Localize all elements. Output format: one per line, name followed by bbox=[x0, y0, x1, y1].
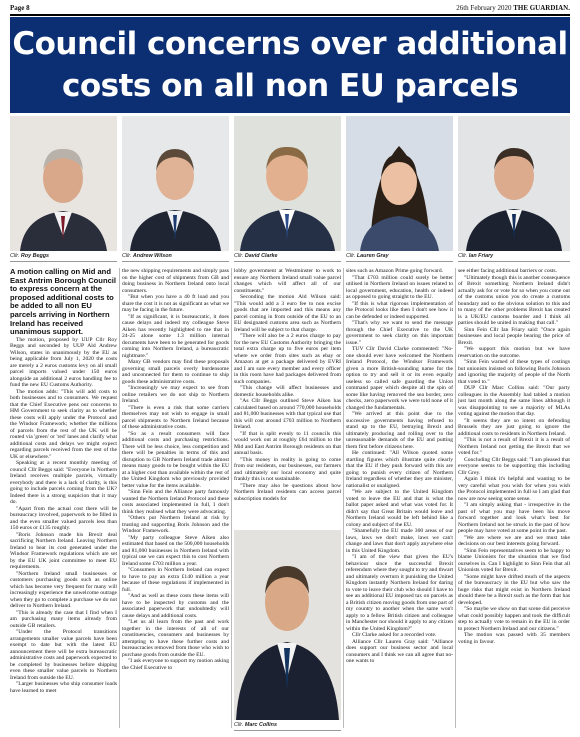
article-paragraph: "Northern Ireland small businesses or customers purchasing goods such as online which has become very frequent for many will increasingly experience the unwelcome outrage when they go to complete a purchase we do not deliver to Northern Ireland. bbox=[10, 570, 117, 610]
column-4-body bbox=[346, 268, 453, 665]
article-paragraph: Speaking at a recent monthly meeting of council Cllr Beggs said: "Everyone in Northern Ireland receives multiple parcels, virtually everybody and there is a lack of clarity, is this going to include parcels coming from the UK? Indeed there is a strong suspicion that it may do. bbox=[10, 460, 117, 506]
article-paragraph: "Sinn Fein representatives seem to be happy to blame Unionists for the situation that we find ourselves in. Can I highlight to Sinn Fein that all Unionists voted for Brexit. bbox=[458, 547, 570, 573]
photo-david-clarke bbox=[234, 116, 341, 251]
article-paragraph: "Consumers in Northern Ireland can expect to have to pay an extra £140 million a year because of these regulations if implemented in full. bbox=[122, 567, 229, 593]
article-paragraph: He continued: "All Wilson quoted some startling figures which illustrate quite clearly that the EU if they push forward with this are going to punish every citizen of Northern Ireland regardless of whether they are minister, nationalist or unaligned. bbox=[346, 450, 453, 489]
article-paragraph: Many GB vendors may find these proposals governing small parcels overly burdensome and unconnected for them to continue to ship goods these administrative costs. bbox=[122, 359, 229, 385]
article-paragraph: "But when you have a 40 ft load and you share the cost it is not as significant as what we may be facing in the future. bbox=[122, 294, 229, 313]
article-paragraph: Concluding Cllr Beggs said: "I am pleased that everyone seems to be supporting this including Cllr Grey. bbox=[458, 456, 570, 476]
portrait-image bbox=[234, 530, 341, 720]
article-paragraph: The motion was passed with 35 members voting in favour. bbox=[458, 632, 570, 645]
header-rule bbox=[10, 14, 570, 16]
article-paragraph: "Shamefully the EU made 300 areas of our laws, laws we don't make, laws we can't change and laws that don't apply anywhere else in this United Kingdom. bbox=[346, 528, 453, 554]
article-column-1 bbox=[10, 268, 117, 728]
article-paragraph: "We support this motion but we have reservation on the outcome. bbox=[458, 346, 570, 359]
photo-roy-beggs bbox=[10, 116, 117, 251]
article-paragraph: "I ask everyone to support my motion asking the Chief Executive to bbox=[122, 658, 229, 671]
portrait-image bbox=[458, 116, 570, 251]
article-paragraph: "My party colleague Steve Aiken also estimated that based on the 500,000 households and 81,000 businesses in Northern Ireland with typical use we can expect this to cost Northern Ireland some £703 million a year. bbox=[122, 534, 229, 567]
article-paragraph: "We are where we are and we must take decisions on our best interests going forward. bbox=[458, 534, 570, 547]
article-paragraph: Sinn Fein Cllr Ian Friary said: "Once again businesses and local people bearing the price of Brexit. bbox=[458, 326, 570, 346]
article-column-5 bbox=[458, 268, 570, 728]
article-column-4 bbox=[346, 268, 453, 728]
article-paragraph: "This change will affect businesses and domestic households alike. bbox=[234, 385, 341, 398]
caption-ian-friary: Cllr. Ian Friary bbox=[458, 253, 570, 262]
portrait-image bbox=[122, 116, 229, 251]
article-paragraph: "Ultimately though this is another consequence of Brexit something Northern Ireland didn't actually ask for or vote for so when you come out of the customs union you do create a customs boundary and so the obvious solution to this and to many of the other problems Brexit has created is a UK/EU customs boarder and I think all parties should be united in making that call." bbox=[458, 274, 570, 326]
article-paragraph: Cllr Clarke asked for a recorded vote. bbox=[352, 632, 437, 638]
dateline bbox=[456, 4, 570, 12]
photo-ian-friary bbox=[458, 116, 570, 251]
article-column-2 bbox=[122, 268, 229, 728]
article-paragraph: The motion, proposed by UUP Cllr Roy Beggs and seconded by UUP Ald Andrew Wilson, states in unanimously by the EU as being applicable from July 1, 2020 the costs are merely a 2 euros customs levy on all small parcel imports valued under 150 euros alongside an additional 2 euros handling fee to fund the new EU Customs Authority. bbox=[10, 336, 117, 389]
article-paragraph: "We are subject to the United Kingdom voted to leave the EU and that is what the ballot paper asked and what was voted for. It didn't say that Great Britain would leave and Northern Ireland would be left behind like a colony and subject of the EU. bbox=[346, 489, 453, 528]
article-paragraph: TUV Cllr David Clarke commented: "No-one should ever have welcomed the Northern Ireland Protocol, the Windsor Framework given a more British-sounding name for the option to try and sell it or its even equally useless so called safe guarding the Union command paper which despite all the spin of some like having removed the sea border, zero checks, zero paperwork we were told none of it changed the fundamentals. bbox=[346, 346, 453, 411]
caption-david-clarke: Cllr. David Clarke bbox=[234, 253, 341, 262]
article-paragraph: "There may also be questions about how Northern Ireland residents can access parcel subscription models for bbox=[234, 482, 341, 502]
article-paragraph: "It seems they are so intent on defending Brussels they are just going to ignore the additional costs to residents in Northern Ireland. bbox=[458, 417, 570, 437]
photo-andrew-wilson bbox=[122, 116, 229, 251]
portrait-image bbox=[10, 116, 117, 251]
article-paragraph: "So as a result consumers will face additional costs and purchasing restrictions. There will be less choice, less competition and there will be penalties in terms of this and disruption to GB Northern Ireland trade almost means many goods to be bought within the EU at a higher cost than available within the rest of the United Kingdom who previously provided better value for the items available. bbox=[122, 430, 229, 489]
article-paragraph: "Sinn Fein warned of these types of costings but unionists insisted on following Boris Johnson and ignoring the majority of people of the North that voted to." bbox=[458, 359, 570, 385]
article-paragraph: "If that is split evenly to 11 councils this would work out at roughly £64 million to the Mid and East Antrim Borough residents on that annual basis. bbox=[234, 430, 341, 456]
column-5-body bbox=[458, 268, 570, 645]
headline: Council concerns over additional costs on all non EU parcels bbox=[10, 17, 570, 113]
portrait-image bbox=[346, 116, 453, 251]
article-paragraph: "So maybe we show on that scene did perceive what could possibly happen and took the difficult step to actually vote to remain in the EU in order to protect Northern Ireland and our citizens." bbox=[458, 606, 570, 632]
article-paragraph: "This is already the case that I find when I am purchasing many items already from outside GB retailers. bbox=[10, 609, 117, 629]
article-paragraph: The motion adds: "This will add costs to both businesses and to consumers. We request that the Chief Executive pens our concerns to HM Government to seek clarity as to whether these costs will apply under the Protocol and the Windsor Framework; whether the millions of parcels from the rest of the UK will be routed via 'green' or 'red' lanes and clarify what additional costs and delays we might expect regarding parcels received from the rest of the UK or elsewhere." bbox=[10, 388, 117, 460]
photo-marc-collins bbox=[234, 530, 341, 720]
article-paragraph: "There will also be a 2 euros charge to pay for the new EU Customs Authority bringing the total extra charge up to five euros per item where we order from sites such as ebay or Amazon at get a package delivered by EVRI and I am sure every member and every officer in this room have had packages delivered from such companies. bbox=[234, 333, 341, 385]
article-paragraph: "Under the Protocol transitions arrangements smaller value parcels have been exempt to date but with the latest EU announcement there will be extra bureaucratic administrative costs and paperwork expected to be completed by businesses before shipping even these smaller value parcels to Northern Ireland from outside the EU. bbox=[10, 629, 117, 681]
article-paragraph: "As Cllr Beggs outlined Steve Aiken has calculated based on around 770,000 households and 81,000 businesses with that typical use that this will cost around £703 million to Northern Ireland. bbox=[234, 398, 341, 430]
page-number: Page 8 bbox=[10, 4, 30, 12]
article-paragraph: see either facing additional barriers or costs. bbox=[458, 268, 557, 274]
article-paragraph: "There is even a risk that some carriers themselves may not wish to engage in small parcel shipments to Northern Ireland because of these administrative costs. bbox=[122, 404, 229, 430]
article-paragraph: "Let us all learn from the past and work together in the interests of all of our constituencies, consumers and businesses by attempting to have these further costs and bureaucracies removed from those who wish to purchase goods from outside the EU. bbox=[122, 619, 229, 658]
caption-lauren-gray: Cllr. Lauren Gray bbox=[346, 253, 453, 262]
caption-marc-collins: Cllr. Marc Collins bbox=[234, 722, 341, 731]
article-paragraph: "And as well as these costs these items will have to be inspected by customs and the associated paperwork that undoubtedly will cause delays and additional costs. bbox=[122, 593, 229, 619]
column-2-body bbox=[122, 268, 229, 671]
article-paragraph: "We arrived at this point due to the successive governments having refused to stand up to the EU, betraying Brexit and ultimately producing and rolling over to the unreasonable demands of the EU and putting them first before citizens here. bbox=[346, 411, 453, 450]
column-rule bbox=[455, 268, 456, 728]
article-paragraph: lobby government at Westminster to work to ensure any Northern Ireland small value parcel changes which will affect all of our constituents." bbox=[234, 268, 341, 294]
column-1-body bbox=[10, 337, 117, 695]
article-paragraph: DUP Cllr Marc Collins said: "Our party colleagues in the Assembly had tabled a motion just last month along the same lines although it was disappointing to see a majority of MLAs voting against the motion that day. bbox=[458, 385, 570, 417]
article-paragraph: Alliance Cllr Lauren Gray said: "Alliance does support our business sector and local consumers and I think we can all agree that no-one wants to bbox=[346, 638, 453, 664]
article-paragraph: "I am simply asking that - irrespective in the past of what you may have been his move forward together and look what's best for Northern Ireland not be struck in the past of how people may have voted at some point in the past. bbox=[458, 502, 570, 534]
article-paragraph: "That's why we want to send the message through the Chief Executive to the UK government to seek clarity on this important issue." bbox=[346, 320, 453, 346]
photo-lauren-gray bbox=[346, 116, 453, 251]
article-paragraph: "That £703 million could surely be better utilised in Northern Ireland on issues related to local government, education, health or indeed as opposed to going straight to the EU. bbox=[346, 274, 453, 300]
article-paragraph: Again I think it's helpful and wanting to be very careful what you wish for when you wish the Protocol implemented in full so I am glad that now are now seeing some sense. bbox=[458, 476, 570, 502]
article-paragraph: "If as significant, it is bureaucratic, it does cause delays and indeed my colleague Steve Aiken has recently highlighted to me that in 24-25 alone some 1.3 million internal documents have been to be generated for goods coming into Northern Ireland, a bureaucratic nightmare." bbox=[122, 313, 229, 359]
article-lead: A motion calling on Mid and East Antrim Borough Council to express concern at the proposed additional costs to be added to all non EU parcels arriving in Northern Ireland has received unanimous support. bbox=[10, 268, 117, 337]
article-column-3 bbox=[234, 268, 341, 528]
article-paragraph: "Some might have drifted much of the aspects of the bureaucracy in the EU but who saw the huge risks that might exist in Northern Ireland should there be a Brexit such as the form that has developed. bbox=[458, 573, 570, 606]
article-paragraph: "Boris Johnson made his Brexit deal sacrificing Northern Ireland. Leaving Northern Ireland to bear its cost generated under the Windsor Framework regulations which are set by the EU UK joint committee to meet EU requirements. bbox=[10, 531, 117, 571]
column-3-body bbox=[234, 268, 341, 502]
article-paragraph: "If this is what rigorous implementation of the Protocol looks like then I don't see how it can be defended or indeed supported. bbox=[346, 300, 453, 320]
article-paragraph: "This is not a result of Brexit it is a result of Northern Ireland not getting the Brexit that we voted for." bbox=[458, 437, 570, 456]
article-paragraph: sites such as Amazon Prime going forward. bbox=[346, 268, 444, 274]
article-paragraph: "This money in reality is going to come from our residents, our businesses, our farmers and ultimately our local economy and quite frankly this is not sustainable. bbox=[234, 456, 341, 482]
caption-roy-beggs: Cllr. Roy Beggs bbox=[10, 253, 117, 262]
caption-andrew-wilson: Cllr. Andrew Wilson bbox=[122, 253, 229, 262]
portrait-image bbox=[234, 116, 341, 251]
paper-name: THE GUARDIAN. bbox=[513, 4, 570, 12]
article-paragraph: "Increasingly we may expect to see from online retailers we do not ship to Northern Ireland. bbox=[122, 385, 229, 404]
article-paragraph: the new shipping requirements and simply pass on the higher cost of shipments from GB and doing business in Northern Ireland onto local consumers. bbox=[122, 268, 229, 294]
article-paragraph: "I am of the view that given the EU's behaviour since the successful Brexit referendum where they sought to try and thwart and ultimately overturn it punishing the United Kingdom instantly Northern Ireland for daring to vote to leave their club who should I have to see an additional EU imposed tax on parcels as a British citizen moving goods from one part of my country to another when the same won't apply to a fellow British citizen and colleague in Manchester nor should it apply to any citizen within the United Kingdom?" bbox=[346, 554, 453, 632]
article-paragraph: "Apart from the actual cost there will be bureaucracy involved, paperwork to be filled in and the even smaller valued parcels less than 150 euros or £135 roughly. bbox=[10, 505, 117, 532]
article-paragraph: "Sinn Fein and the Alliance party famously wanted the Northern Ireland Protocol and these costs associated implemented in full, I don't think they realised what they were advocating. bbox=[122, 489, 229, 515]
issue-date: 26th February 2020 bbox=[456, 4, 512, 12]
article-paragraph: Seconding the motion Ald Wilson said: "This would add a 3 euro fee to non excise goods that are imported and this means any parcel coming in from outside of the EU to an EU designated customs area such as Northern Ireland will be subject to that charge. bbox=[234, 294, 341, 333]
column-rule bbox=[231, 268, 232, 728]
column-rule bbox=[119, 268, 120, 728]
article-paragraph: "Others put Northern Ireland at risk by trusting and supporting Boris Johnson and the Windsor Framework. bbox=[122, 515, 229, 534]
column-rule bbox=[343, 268, 344, 728]
article-paragraph: "Larger businesses who ship consumer loads have learned to meet bbox=[10, 681, 117, 694]
